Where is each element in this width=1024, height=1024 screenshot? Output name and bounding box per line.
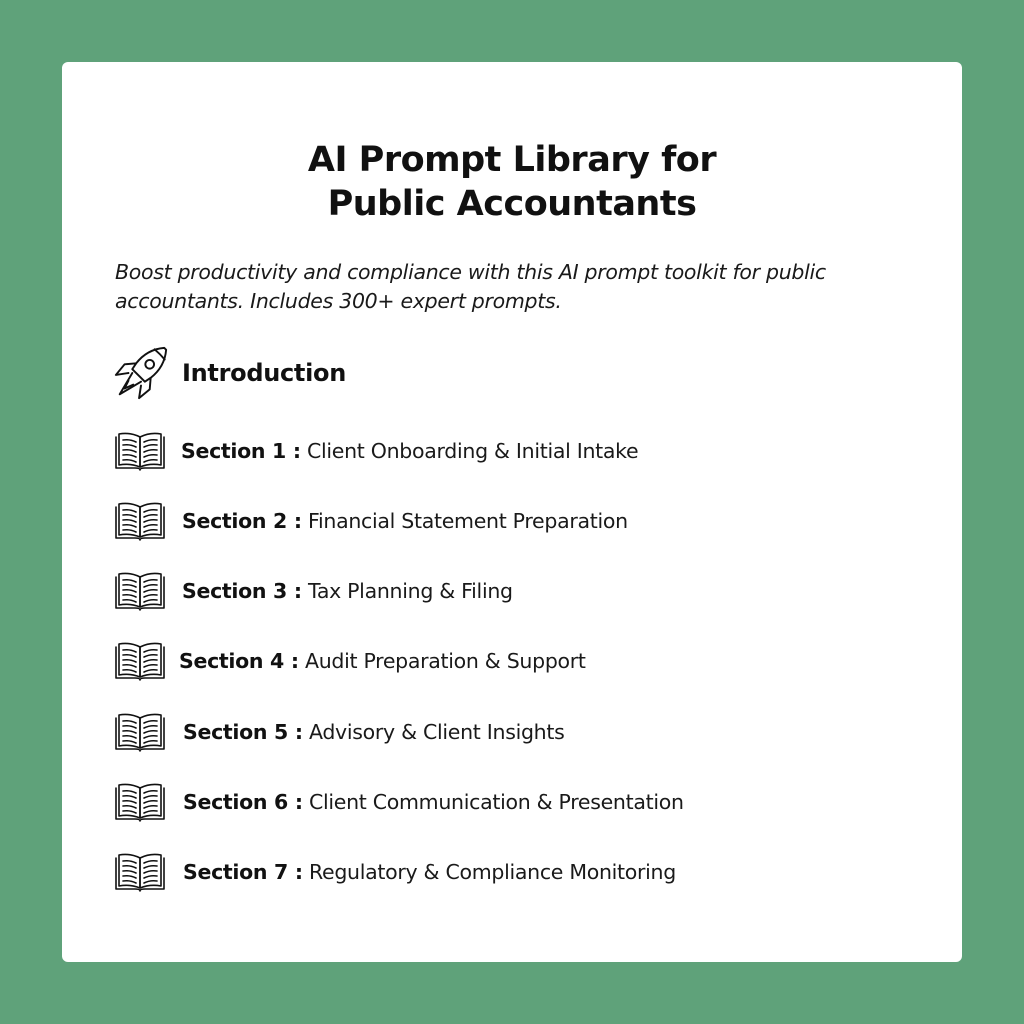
book-icon (114, 431, 166, 471)
section-number: Section 7 : (183, 860, 303, 884)
section-number: Section 6 : (183, 790, 303, 814)
book-icon (114, 641, 166, 681)
section-title: Regulatory & Compliance Monitoring (308, 860, 676, 884)
section-item-6[interactable] (114, 781, 684, 823)
section-title: Tax Planning & Filing (307, 579, 513, 603)
section-label (183, 790, 684, 814)
section-title: Audit Preparation & Support (304, 649, 586, 673)
subtitle-line-2: accountants. Includes 300+ expert prompts. (115, 289, 562, 313)
section-title: Client Communication & Presentation (308, 790, 684, 814)
page-subtitle (115, 258, 915, 316)
section-label (181, 439, 638, 463)
section-item-2[interactable] (114, 500, 628, 542)
book-icon (114, 782, 166, 822)
book-icon (114, 501, 166, 541)
section-label (183, 720, 565, 744)
book-icon (114, 852, 166, 892)
section-item-3[interactable] (114, 570, 513, 612)
section-item-5[interactable] (114, 711, 565, 753)
book-icon (114, 571, 166, 611)
section-number: Section 1 : (181, 439, 301, 463)
page-title (0, 138, 1024, 226)
section-item-7[interactable] (114, 851, 676, 893)
section-label (182, 579, 513, 603)
section-item-4[interactable] (114, 640, 586, 682)
subtitle-line-1: Boost productivity and compliance with this AI prompt toolkit for public (115, 260, 826, 284)
title-line-2: Public Accountants (327, 184, 697, 224)
title-line-1: AI Prompt Library for (307, 140, 717, 180)
section-title: Advisory & Client Insights (308, 720, 565, 744)
section-number: Section 4 : (179, 649, 299, 673)
introduction-label: Introduction (182, 359, 346, 387)
section-number: Section 5 : (183, 720, 303, 744)
section-number: Section 3 : (182, 579, 302, 603)
section-item-1[interactable] (114, 430, 638, 472)
introduction-item[interactable] (112, 344, 346, 402)
section-label (183, 860, 676, 884)
book-icon (114, 712, 166, 752)
section-label (182, 509, 628, 533)
rocket-icon (112, 344, 170, 402)
section-title: Client Onboarding & Initial Intake (306, 439, 639, 463)
section-title: Financial Statement Preparation (307, 509, 628, 533)
section-number: Section 2 : (182, 509, 302, 533)
section-label (179, 649, 586, 673)
